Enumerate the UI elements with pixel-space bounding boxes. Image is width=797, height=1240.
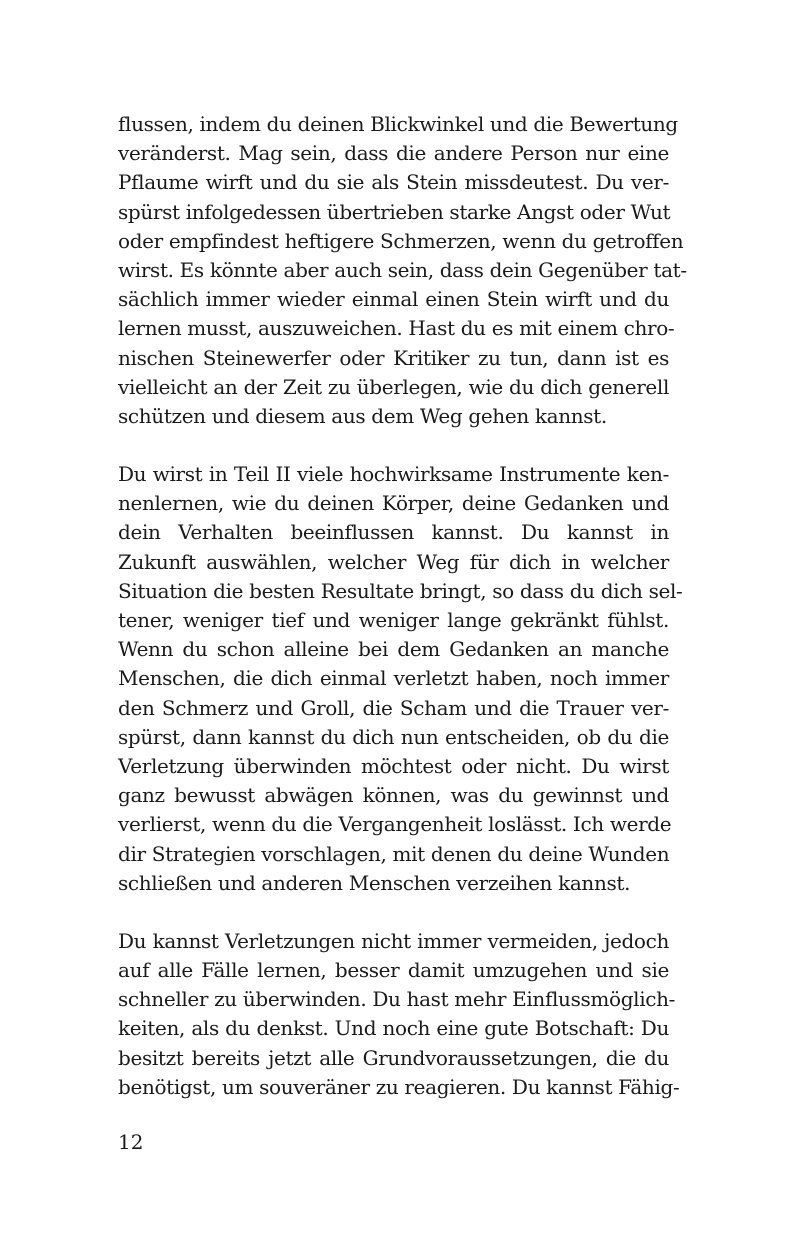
text-line: wirst. Es könnte aber auch sein, dass dein Gegenüber tat- [118,257,687,282]
text-line: veränderst. Mag sein, dass die andere Person nur eine [118,141,669,166]
text-line: Menschen, die dich einmal verletzt haben, noch immer [118,666,669,691]
text-line: lernen musst, auszuweichen. Hast du es mit einem chro- [118,316,675,341]
text-line: tener, weniger tief und weniger lange gekränkt fühlst. [118,608,669,632]
text-line: sächlich immer wieder einmal einen Stein wirft und du [118,287,669,312]
text-line: Situation die besten Resultate bringt, so dass du dich sel- [118,578,683,603]
text-line: Du kannst Verletzungen nicht immer vermeiden, jedoch [118,928,669,953]
text-line: den Schmerz und Groll, die Scham und die Trauer ver- [118,695,669,720]
paragraph-gap [118,431,669,460]
text-line: flussen, indem du deinen Blickwinkel und die Bewertung [118,112,678,136]
text-line: nischen Steinewerfer oder Kritiker zu tun, dann ist es [118,345,669,370]
paragraph-gap [118,898,669,927]
text-line: keiten, als du denkst. Und noch eine gute Botschaft: Du [118,1016,669,1041]
text-line: Wenn du schon alleine bei dem Gedanken an manche [118,637,669,662]
text-line: vielleicht an der Zeit zu überlegen, wie du dich generell [118,374,669,399]
paragraph-2 [118,460,683,898]
text-line: nenlernen, wie du deinen Körper, deine Gedanken und [118,491,669,516]
page-body [118,110,687,1102]
text-line: spürst, dann kannst du dich nun entscheiden, ob du die [118,724,669,749]
page-number: 12 [118,1130,144,1154]
text-line: schneller zu überwinden. Du hast mehr Einflussmöglich- [118,987,676,1012]
text-line: oder empfindest heftigere Schmerzen, wenn du getroffen [118,228,684,253]
text-line: benötigst, um souveräner zu reagieren. Du kannst Fähig- [118,1074,680,1099]
text-line: dir Strategien vorschlagen, mit denen du deine Wunden [118,841,670,866]
text-line: auf alle Fälle lernen, besser damit umzugehen und sie [118,958,669,983]
text-line: verlierst, wenn du die Vergangenheit loslässt. Ich werde [118,812,672,837]
text-line: dein Verhalten beeinflussen kannst. Du kannst in [118,520,669,545]
paragraph-3 [118,927,680,1102]
text-line: Zukunft auswählen, welcher Weg für dich in welcher [118,549,669,574]
text-line: besitzt bereits jetzt alle Grundvoraussetzungen, die du [118,1045,669,1070]
text-line: schließen und anderen Menschen verzeihen kannst. [118,870,631,895]
text-line: Du wirst in Teil II viele hochwirksame Instrumente ken- [118,462,669,487]
paragraph-1 [118,110,687,431]
text-line: ganz bewusst abwägen können, was du gewinnst und [118,783,669,808]
text-line: Verletzung überwinden möchtest oder nicht. Du wirst [118,753,669,778]
text-line: Pflaume wirft und du sie als Stein missdeutest. Du ver- [118,170,669,195]
text-line: schützen und diesem aus dem Weg gehen kannst. [118,403,607,428]
text-line: spürst infolgedessen übertrieben starke Angst oder Wut [118,199,671,224]
